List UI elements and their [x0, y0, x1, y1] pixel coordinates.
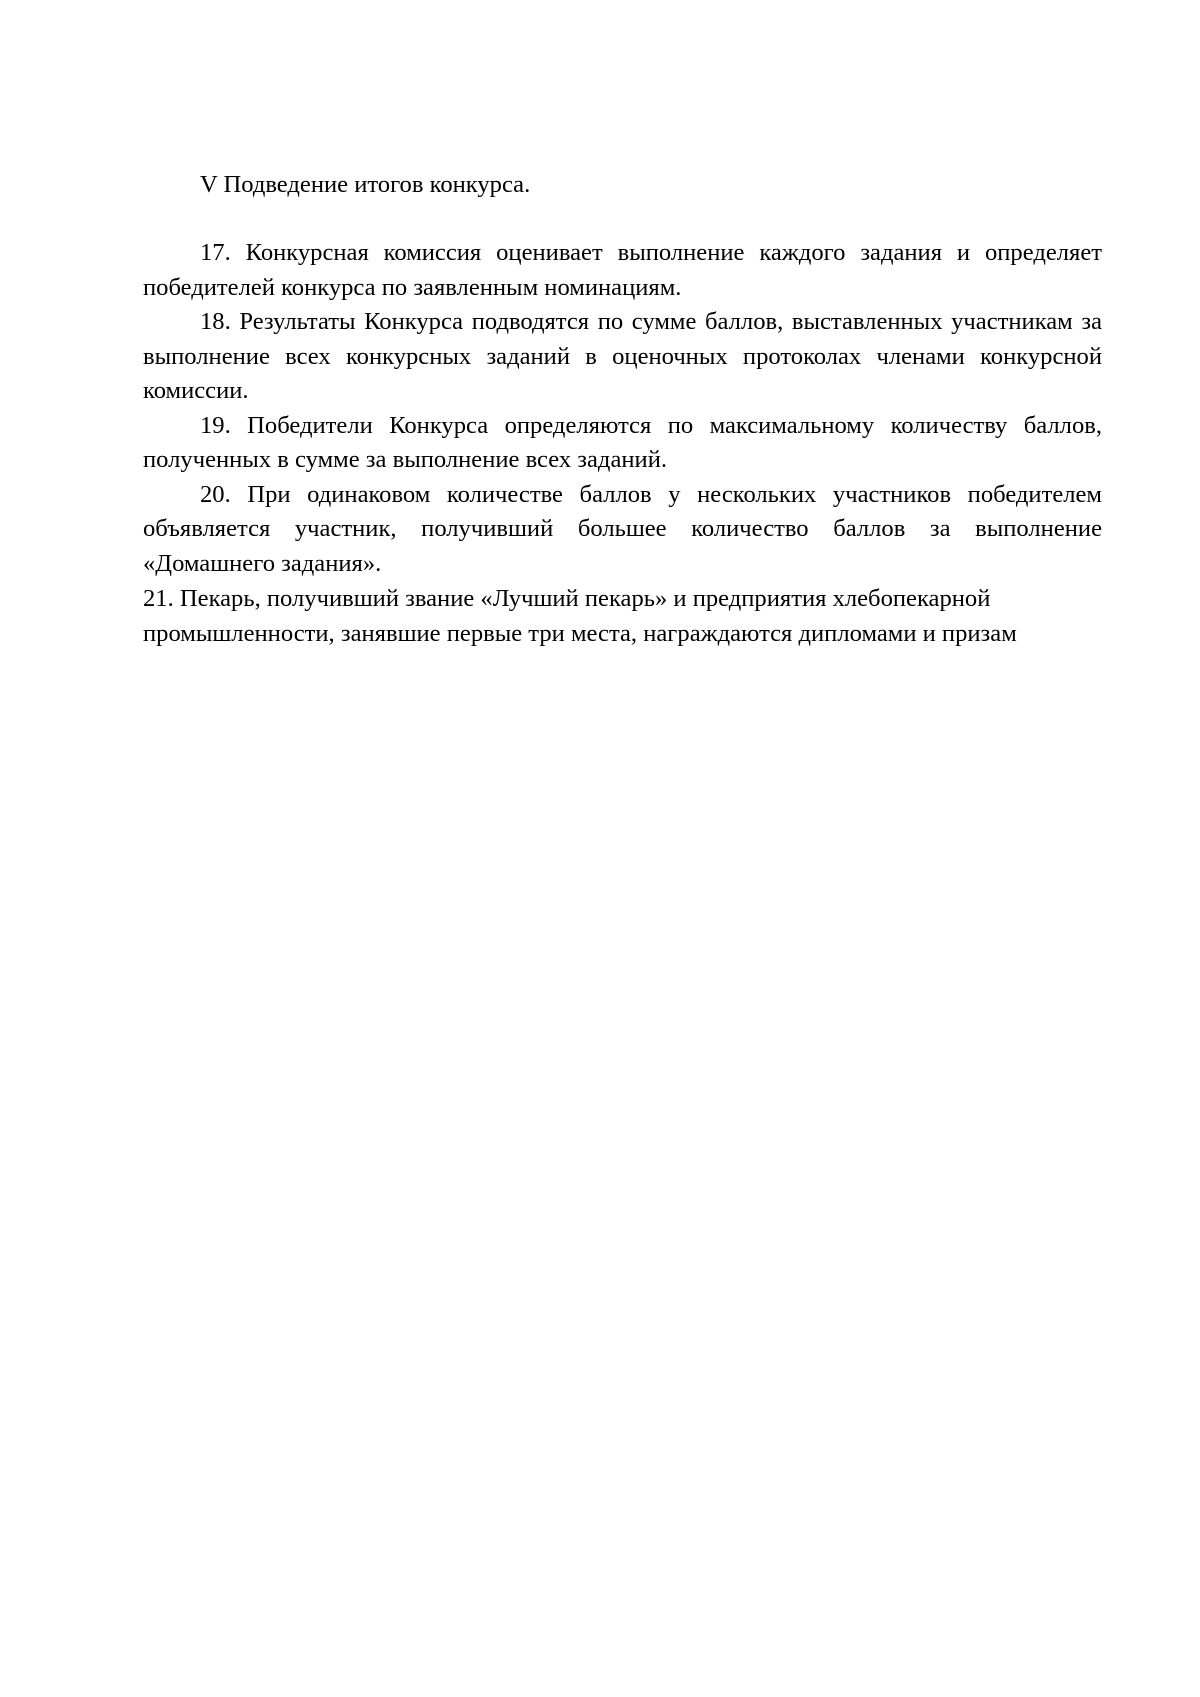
paragraph-21: 21. Пекарь, получивший звание «Лучший пекарь» и предприятия хлебопекарной промышленности, занявшие первые три места, награждаются дипломами и призам: [143, 585, 1017, 647]
paragraph-19: 19. Победители Конкурса определяются по максимальному количеству баллов, полученных в сумме за выполнение всех заданий.: [143, 411, 1102, 473]
paragraph-18: 18. Результаты Конкурса подводятся по сумме баллов, выставленных участникам за выполнение всех конкурсных заданий в оценочных протоколах членами конкурсной комиссии.: [143, 308, 1102, 404]
paragraph-17: 17. Конкурсная комиссия оценивает выполнение каждого задания и определяет победителей конкурса по заявленным номинациям.: [143, 239, 1102, 301]
document-body: [143, 168, 1102, 651]
section-title: V Подведение итогов конкурса.: [200, 171, 531, 198]
paragraph-20: 20. При одинаковом количестве баллов у нескольких участников победителем объявляется участник, получивший большее количество баллов за выполнение «Домашнего задания».: [143, 480, 1102, 577]
